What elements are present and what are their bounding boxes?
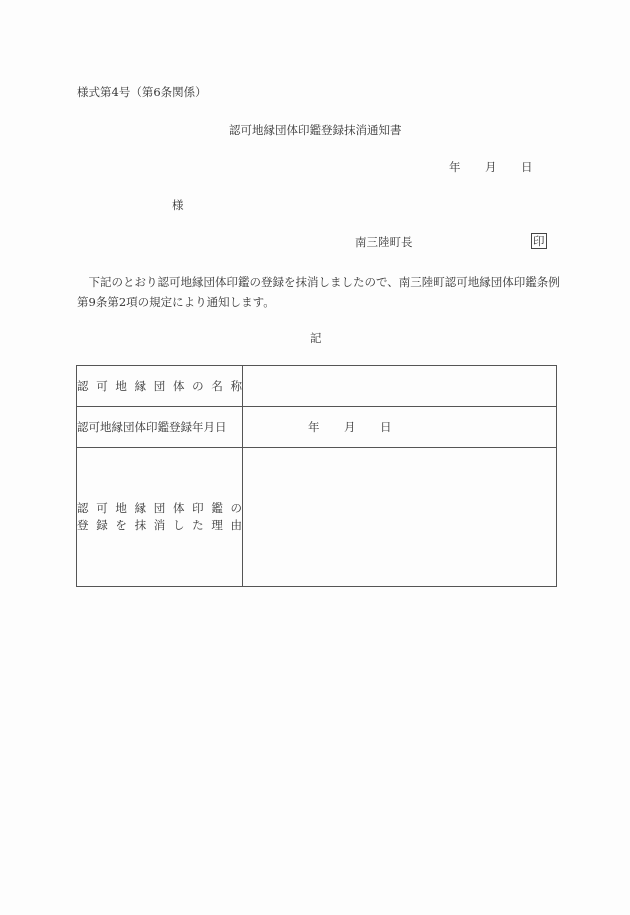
issue-date [449,160,533,174]
body-text: 下記のとおり認可地縁団体印鑑の登録を抹消しましたので、南三陸町認可地縁団体印鑑条例第9条第2項の規定により通知します。 [77,275,560,309]
day-label: 日 [380,420,392,434]
notice-table [76,365,557,587]
label-cancel-reason [77,448,243,587]
table-row [77,366,557,407]
seal-mark: 印 [533,234,545,248]
ki-heading: 記 [310,331,322,345]
label-text: 認 可 地 縁 団 体 の 名 称 [77,379,242,393]
group-name-field[interactable] [243,366,557,407]
document-title: 認可地縁団体印鑑登録抹消通知書 [229,123,402,137]
label-registration-date: 認可地縁団体印鑑登録年月日 [77,407,243,448]
label-group-name [77,366,243,407]
cancel-reason-field[interactable] [243,448,557,587]
form-number: 様式第4号（第6条関係） [77,85,207,99]
month-label: 月 [344,420,356,434]
label-line-1: 認 可 地 縁 団 体 印 鑑 の [77,501,242,515]
year-label: 年 [308,420,320,434]
registration-date-field[interactable] [243,407,557,448]
issuer-name: 南三陸町長 [355,235,413,249]
addressee-suffix: 様 [172,198,184,212]
year-label: 年 [449,160,461,174]
month-label: 月 [485,160,497,174]
label-line-2: 登 録 を 抹 消 し た 理 由 [77,518,242,532]
table-row [77,407,557,448]
table-row [77,448,557,587]
day-label: 日 [521,160,533,174]
